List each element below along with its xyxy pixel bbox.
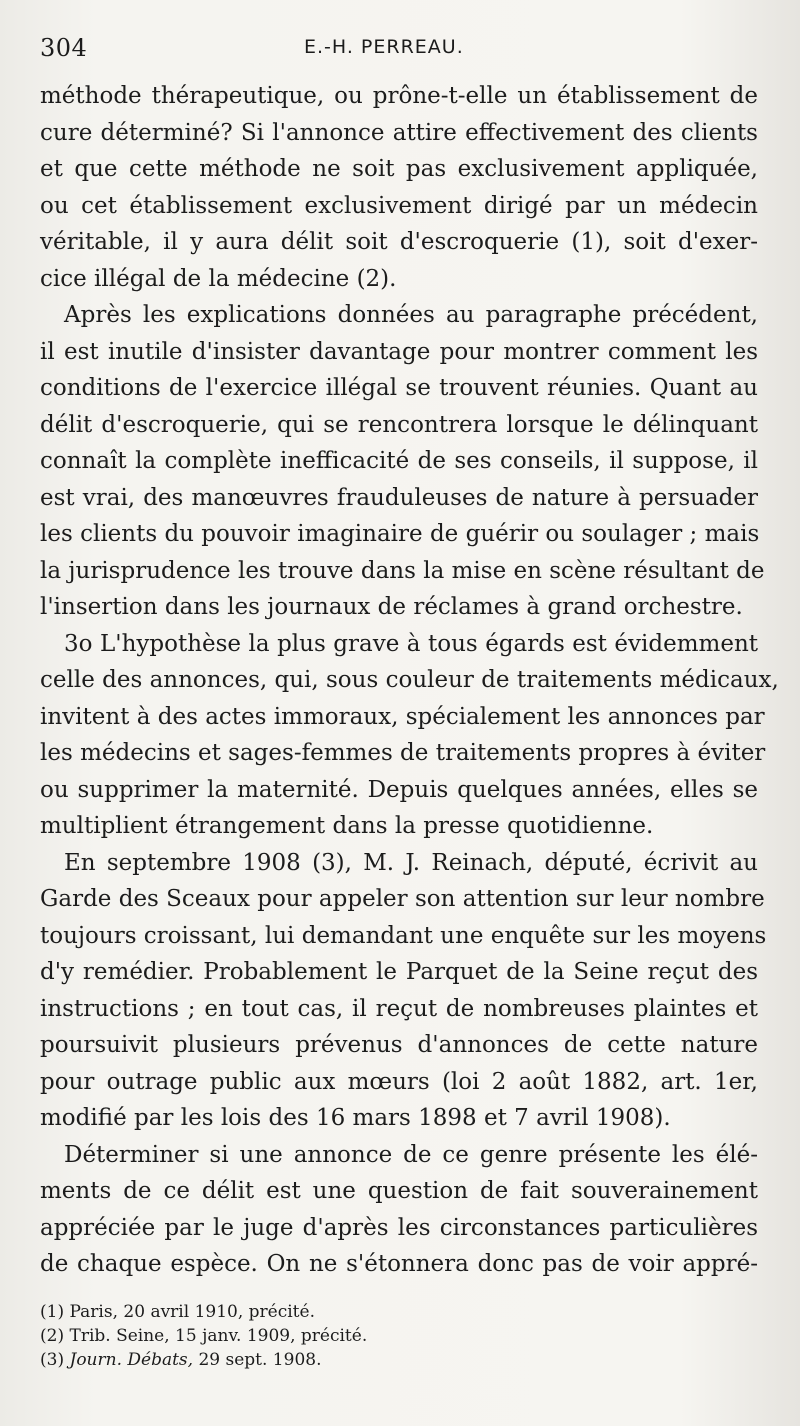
text-line: véritable, il y aura délit soit d'escroquerie (1), soit d'exer- <box>40 229 758 255</box>
text-line: est vrai, des manœuvres frauduleuses de nature à persuader <box>40 484 758 511</box>
text-line: connaît la complète inefficacité de ses conseils, il suppose, il <box>40 448 758 474</box>
text-line: Après les explications données au paragraphe précédent, <box>64 302 758 328</box>
text-line: poursuivit plusieurs prévenus d'annonces de cette nature <box>40 1032 758 1058</box>
text-line: ments de ce délit est une question de fait souverainement <box>40 1178 758 1204</box>
text-line: cure déterminé? Si l'annonce attire effectivement des clients <box>40 119 758 146</box>
text-line: les clients du pouvoir imaginaire de guérir ou soulager ; mais <box>40 521 760 547</box>
text-line: il est inutile d'insister davantage pour montrer comment les <box>40 338 758 365</box>
footnote <box>40 1348 758 1372</box>
text-line: En septembre 1908 (3), M. J. Reinach, député, écrivit au <box>64 849 758 876</box>
text-line: la jurisprudence les trouve dans la mise en scène résultant de <box>40 557 765 584</box>
text-line: Déterminer si une annonce de ce genre présente les élé- <box>64 1141 758 1168</box>
running-head: E.-H. PERREAU. <box>304 36 464 58</box>
footnote-text: Trib. Seine, 15 janv. 1909, précité. <box>69 1326 368 1346</box>
text-line: délit d'escroquerie, qui se rencontrera lorsque le délinquant <box>40 411 758 438</box>
footnote-marker: (1) <box>40 1302 65 1322</box>
footnote-marker: (2) <box>40 1326 65 1346</box>
text-line: cice illégal de la médecine (2). <box>40 265 397 292</box>
text-line: 3o L'hypothèse la plus grave à tous égards est évidemment <box>64 630 758 657</box>
page-number: 304 <box>40 34 88 62</box>
text-line: instructions ; en tout cas, il reçut de nombreuses plaintes et <box>40 995 758 1022</box>
body-text <box>40 78 779 1283</box>
text-line: ou supprimer la maternité. Depuis quelques années, elles se <box>40 776 758 803</box>
text-line: pour outrage public aux mœurs (loi 2 août 1882, art. 1er, <box>40 1068 758 1095</box>
text-line: l'insertion dans les journaux de réclames à grand orchestre. <box>40 594 743 620</box>
text-line: ou cet établissement exclusivement dirigé par un médecin <box>40 192 758 219</box>
footnote <box>40 1324 758 1348</box>
text-line: multiplient étrangement dans la presse quotidienne. <box>40 813 654 839</box>
footnote-text: 29 sept. 1908. <box>198 1350 322 1370</box>
footnote-marker: (3) <box>40 1350 65 1370</box>
text-line: celle des annonces, qui, sous couleur de traitements médicaux, <box>40 667 779 693</box>
text-line: méthode thérapeutique, ou prône-t-elle un établissement de <box>40 83 758 109</box>
footnote-source: Journ. Débats, <box>69 1350 194 1370</box>
footnote <box>40 1300 758 1324</box>
text-line: invitent à des actes immoraux, spécialement les annonces par <box>40 703 765 730</box>
text-line: et que cette méthode ne soit pas exclusivement appliquée, <box>40 156 758 182</box>
page-header <box>40 34 760 70</box>
text-line: conditions de l'exercice illégal se trouvent réunies. Quant au <box>40 375 758 401</box>
text-line: d'y remédier. Probablement le Parquet de la Seine reçut des <box>40 959 758 985</box>
text-line: appréciée par le juge d'après les circonstances particulières <box>40 1214 758 1241</box>
text-line: de chaque espèce. On ne s'étonnera donc pas de voir appré- <box>40 1251 758 1277</box>
text-line: les médecins et sages-femmes de traitements propres à éviter <box>40 740 766 766</box>
text-line: Garde des Sceaux pour appeler son attention sur leur nombre <box>40 886 765 912</box>
text-line: modifié par les lois des 16 mars 1898 et 7 avril 1908). <box>40 1105 671 1131</box>
text-line: toujours croissant, lui demandant une enquête sur les moyens <box>40 922 767 949</box>
footnotes <box>40 1300 758 1372</box>
footnote-text: Paris, 20 avril 1910, précité. <box>69 1302 315 1322</box>
